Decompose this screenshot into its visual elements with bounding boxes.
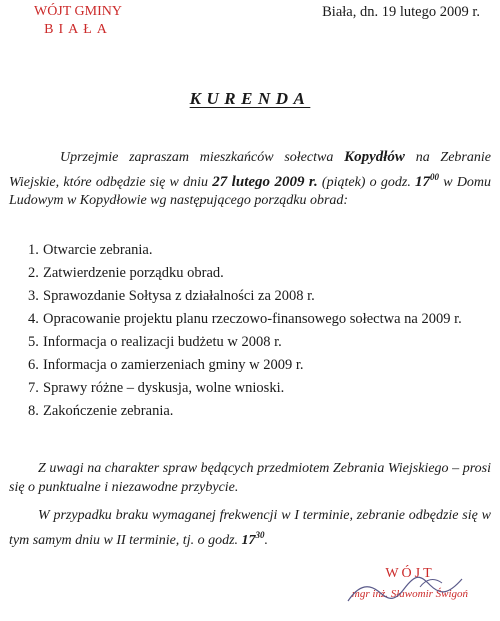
- intro-text-2: na Zebranie Wiejskie, które odbędzie się w dniu: [9, 150, 491, 190]
- agenda-item: [28, 265, 493, 282]
- intro-paragraph: [9, 148, 491, 211]
- title-text: KURENDA: [189, 89, 311, 108]
- meeting-minutes: 00: [430, 171, 440, 182]
- agenda-item-number: 1.: [28, 242, 39, 258]
- agenda-item-text: Opracowanie projektu planu rzeczowo-finansowego sołectwa na 2009 r.: [43, 311, 462, 327]
- signature-title: WÓJT: [385, 566, 435, 581]
- agenda-item-text: Informacja o realizacji budżetu w 2008 r.: [43, 334, 282, 350]
- agenda-item-number: 2.: [28, 265, 39, 281]
- document-date: Biała, dn. 19 lutego 2009 r.: [322, 4, 480, 20]
- agenda-item-text: Sprawozdanie Sołtysa z działalności za 2008 r.: [43, 288, 315, 304]
- agenda-item-text: Zakończenie zebrania.: [43, 403, 174, 419]
- agenda-item-text: Sprawy różne – dyskusja, wolne wnioski.: [43, 380, 285, 396]
- second-term-note: [9, 507, 491, 550]
- intro-text-1: Uprzejmie zapraszam mieszkańców sołectwa: [60, 150, 334, 165]
- village-name: Kopydłów: [344, 149, 405, 165]
- second-term-time: [241, 529, 265, 548]
- agenda-item: [28, 242, 493, 259]
- punctuality-note: Z uwagi na charakter spraw będących przedmiotem Zebrania Wiejskiego – prosi się o punktualne i niezawodne przybycie.: [9, 461, 491, 495]
- agenda-item: [28, 403, 493, 420]
- second-term-hour: 17: [241, 532, 256, 548]
- second-term-minutes: 30: [255, 529, 265, 540]
- agenda-item-text: Informacja o zamierzeniach gminy w 2009 r.: [43, 357, 304, 373]
- meeting-time: [415, 171, 440, 190]
- agenda-item: [28, 311, 493, 328]
- intro-text-3: (piątek) o godz.: [321, 174, 411, 190]
- stamp-line-2: BIAŁA: [44, 22, 112, 37]
- second-term-end: .: [264, 532, 269, 548]
- second-term-text: W przypadku braku wymaganej frekwencji w I terminie, zebranie odbędzie się w tym samym dniu w II terminie, tj. o godz.: [9, 508, 491, 548]
- stamp-line-1: WÓJT GMINY: [33, 4, 122, 19]
- office-stamp: [30, 3, 126, 39]
- agenda-item: [28, 357, 493, 374]
- signature-name: mgr inż. Sławomir Świgoń: [351, 588, 469, 600]
- agenda-item-text: Otwarcie zebrania.: [43, 242, 153, 258]
- agenda-item-number: 6.: [28, 357, 39, 373]
- document-title: [0, 89, 500, 109]
- intro-text-4: w Domu Ludowym w Kopydłowie wg następującego porządku obrad:: [9, 174, 492, 208]
- handwritten-signature-icon: [330, 565, 490, 613]
- agenda-item-number: 3.: [28, 288, 39, 304]
- agenda-item-number: 8.: [28, 403, 39, 419]
- agenda-item: [28, 380, 493, 397]
- agenda-item-number: 5.: [28, 334, 39, 350]
- agenda-item: [28, 288, 493, 305]
- agenda-item-number: 4.: [28, 311, 39, 327]
- meeting-hour: 17: [415, 173, 431, 190]
- agenda-item-number: 7.: [28, 380, 39, 396]
- agenda-item: [28, 334, 493, 351]
- meeting-date: 27 lutego 2009 r.: [212, 173, 318, 190]
- agenda-list: [28, 242, 493, 426]
- agenda-item-text: Zatwierdzenie porządku obrad.: [43, 265, 224, 281]
- signature-block: [330, 565, 490, 601]
